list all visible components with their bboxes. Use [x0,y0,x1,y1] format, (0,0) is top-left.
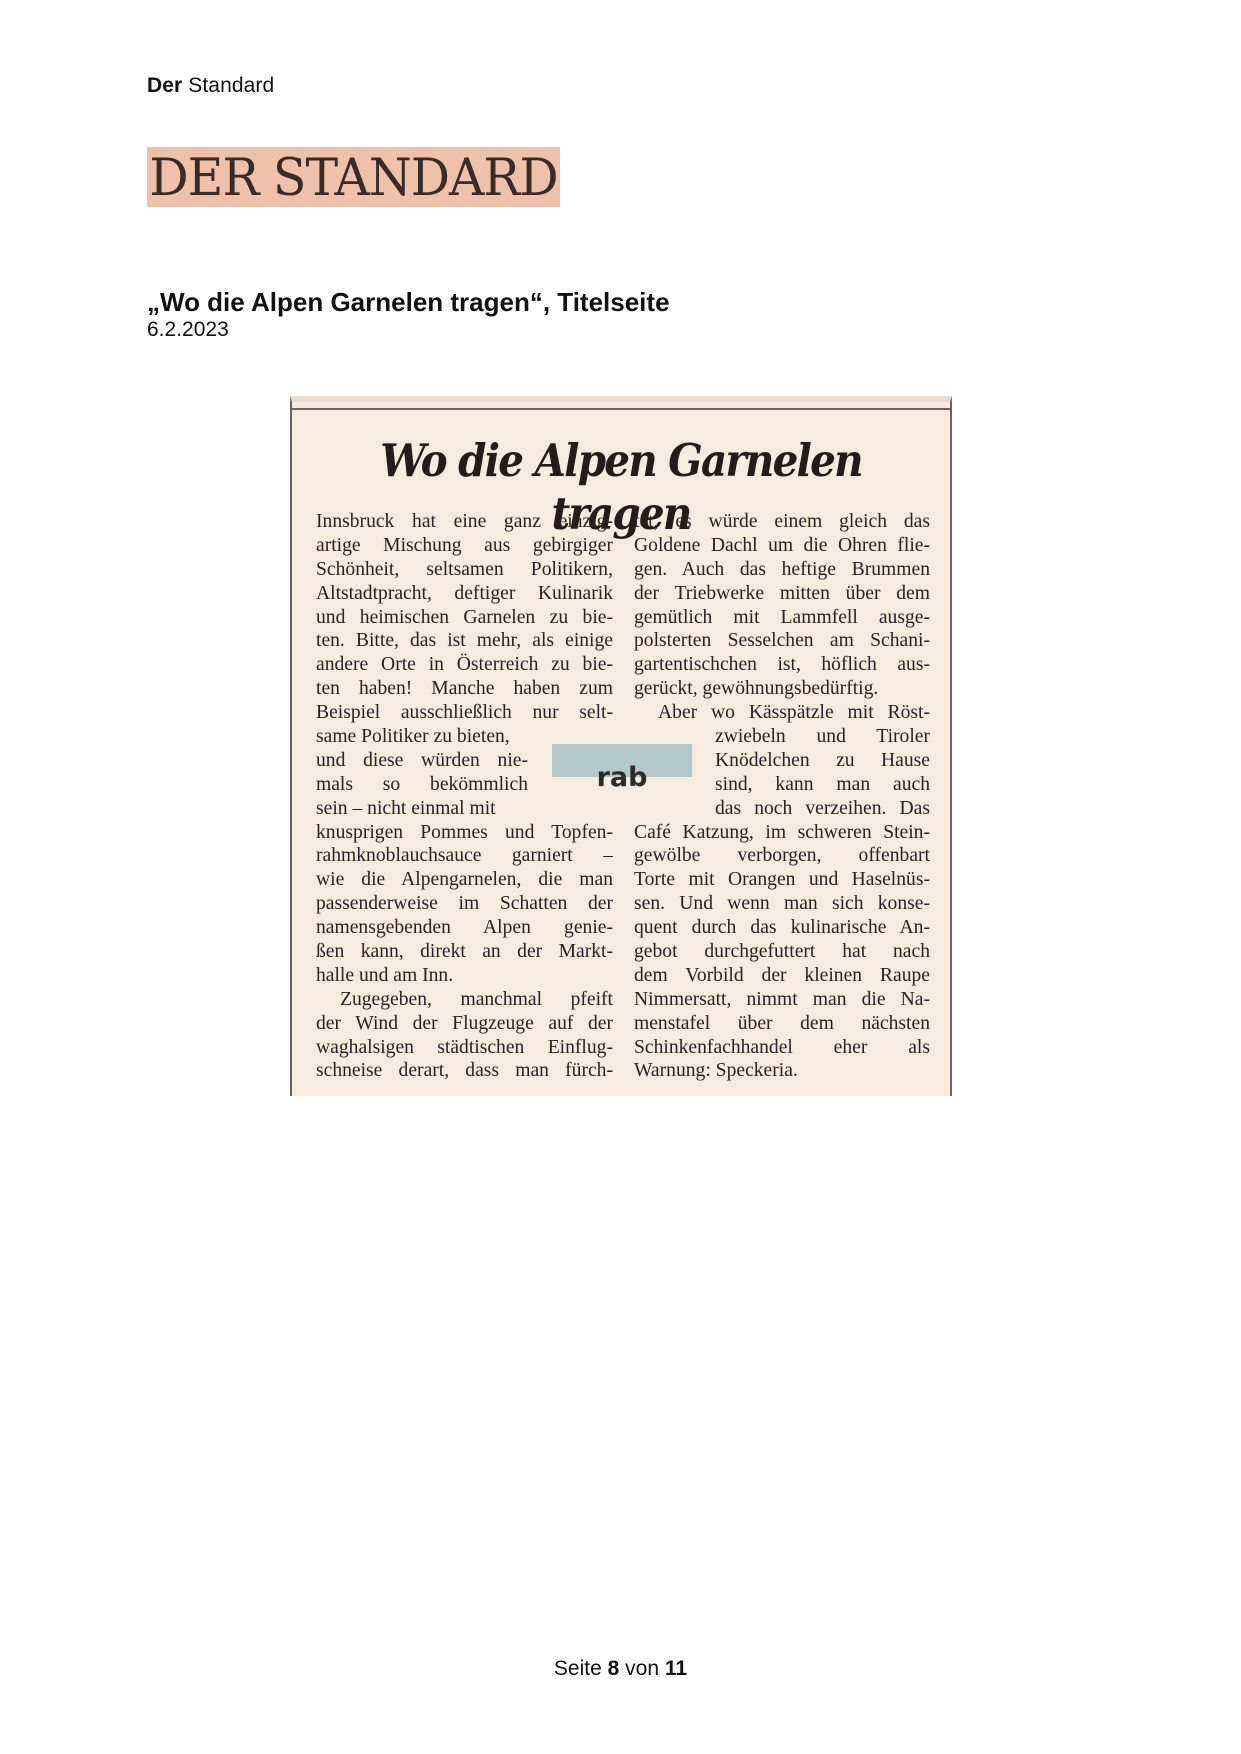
text-line: gewölbe verborgen, offenbart [634,845,930,867]
text-line: gemütlich mit Lammfell ausge- [634,606,930,628]
text-line: der Wind der Flugzeuge auf der [316,1012,613,1034]
text-line: Nimmersatt, nimmt man die Na- [634,988,930,1010]
text-line: dem Vorbild der kleinen Raupe [634,964,930,986]
footer-prefix: Seite [553,1657,602,1680]
text-line: andere Orte in Österreich zu bie- [316,654,613,676]
text-line: namensgebenden Alpen genie- [316,917,613,939]
text-line: knusprigen Pommes und Topfen- [316,821,613,843]
text-line: wie die Alpengarnelen, die man [316,869,613,891]
text-line: sen. Und wenn man sich konse- [634,893,930,915]
text-line: Torte mit Orangen und Haselnüs- [634,869,930,891]
text-line: sind, kann man auch [715,773,930,795]
text-line: der Triebwerke mitten über dem [634,582,930,604]
text-line: Innsbruck hat eine ganz einzig- [316,511,613,532]
text-line: Schinkenfachhandel eher als [634,1036,930,1058]
text-line: schneise derart, dass man fürch- [316,1060,613,1082]
text-line: halle und am Inn. [316,964,454,986]
text-line: gen. Auch das heftige Brummen [634,558,930,580]
text-line: sein – nicht einmal mit [316,797,496,819]
text-line: menstafel über dem nächsten [634,1012,930,1034]
text-line: quent durch das kulinarische An- [634,917,930,939]
text-line: mals so bekömmlich [316,773,528,795]
footer-page-total: 11 [664,1657,688,1680]
text-line: das noch verzeihen. Das [715,797,930,819]
clipping-right-column [634,510,930,1083]
text-line: artige Mischung aus gebirgiger [316,534,613,556]
article-date: 6.2.2023 [147,318,229,341]
text-line: und diese würden nie- [316,749,528,771]
text-line: Knödelchen zu Hause [715,749,930,771]
clipping-left-column [316,510,613,1083]
footer-middle: von [625,1657,660,1680]
text-line: ten. Bitte, das ist mehr, als einige [316,630,613,652]
header-brand-regular: Standard [188,74,275,97]
page-footer [0,1657,1241,1681]
der-standard-logo [147,147,560,207]
text-line: ten haben! Manche haben zum [316,678,613,700]
text-line: gebot durchgefuttert hat nach [634,941,930,963]
text-line: rahmknoblauchsauce garniert – [316,845,613,867]
clipping-top-rule [292,408,950,410]
text-line: gartentischchen ist, höflich aus- [634,654,930,676]
logo-text: DER STANDARD [149,147,558,207]
text-line: Goldene Dachl um die Ohren flie- [634,534,930,556]
header-brand-bold: Der [147,74,183,97]
text-line: ßen kann, direkt an der Markt- [316,941,613,963]
text-line: Beispiel ausschließlich nur selt- [316,702,613,724]
text-line: Altstadtpracht, deftiger Kulinarik [316,582,613,604]
text-line: zwiebeln und Tiroler [715,726,930,748]
clipping-headline: Wo die Alpen Garnelen tragen [380,434,862,540]
text-line: waghalsigen städtischen Einflug- [316,1036,613,1058]
footer-page-number: 8 [607,1657,620,1680]
text-line: Zugegeben, manchmal pfeift [340,988,613,1010]
text-line: tet, es würde einem gleich das [634,511,930,532]
text-line: gerückt, gewöhnungsbedürftig. [634,678,879,700]
text-line: passenderweise im Schatten der [316,893,613,915]
text-line: polsterten Sesselchen am Schani- [634,630,930,652]
text-line: Café Katzung, im schweren Stein- [634,821,930,843]
author-tag: rab [596,762,648,793]
text-line: Warnung: Speckeria. [634,1060,798,1082]
newspaper-clipping [290,396,952,1096]
text-line: Schönheit, seltsamen Politikern, [316,558,613,580]
article-title: „Wo die Alpen Garnelen tragen“, Titelseite [147,287,670,317]
text-line: und heimischen Garnelen zu bie- [316,606,613,628]
text-line: same Politiker zu bieten, [316,726,510,748]
document-header [147,74,274,98]
text-line: Aber wo Kässpätzle mit Röst- [658,702,930,724]
